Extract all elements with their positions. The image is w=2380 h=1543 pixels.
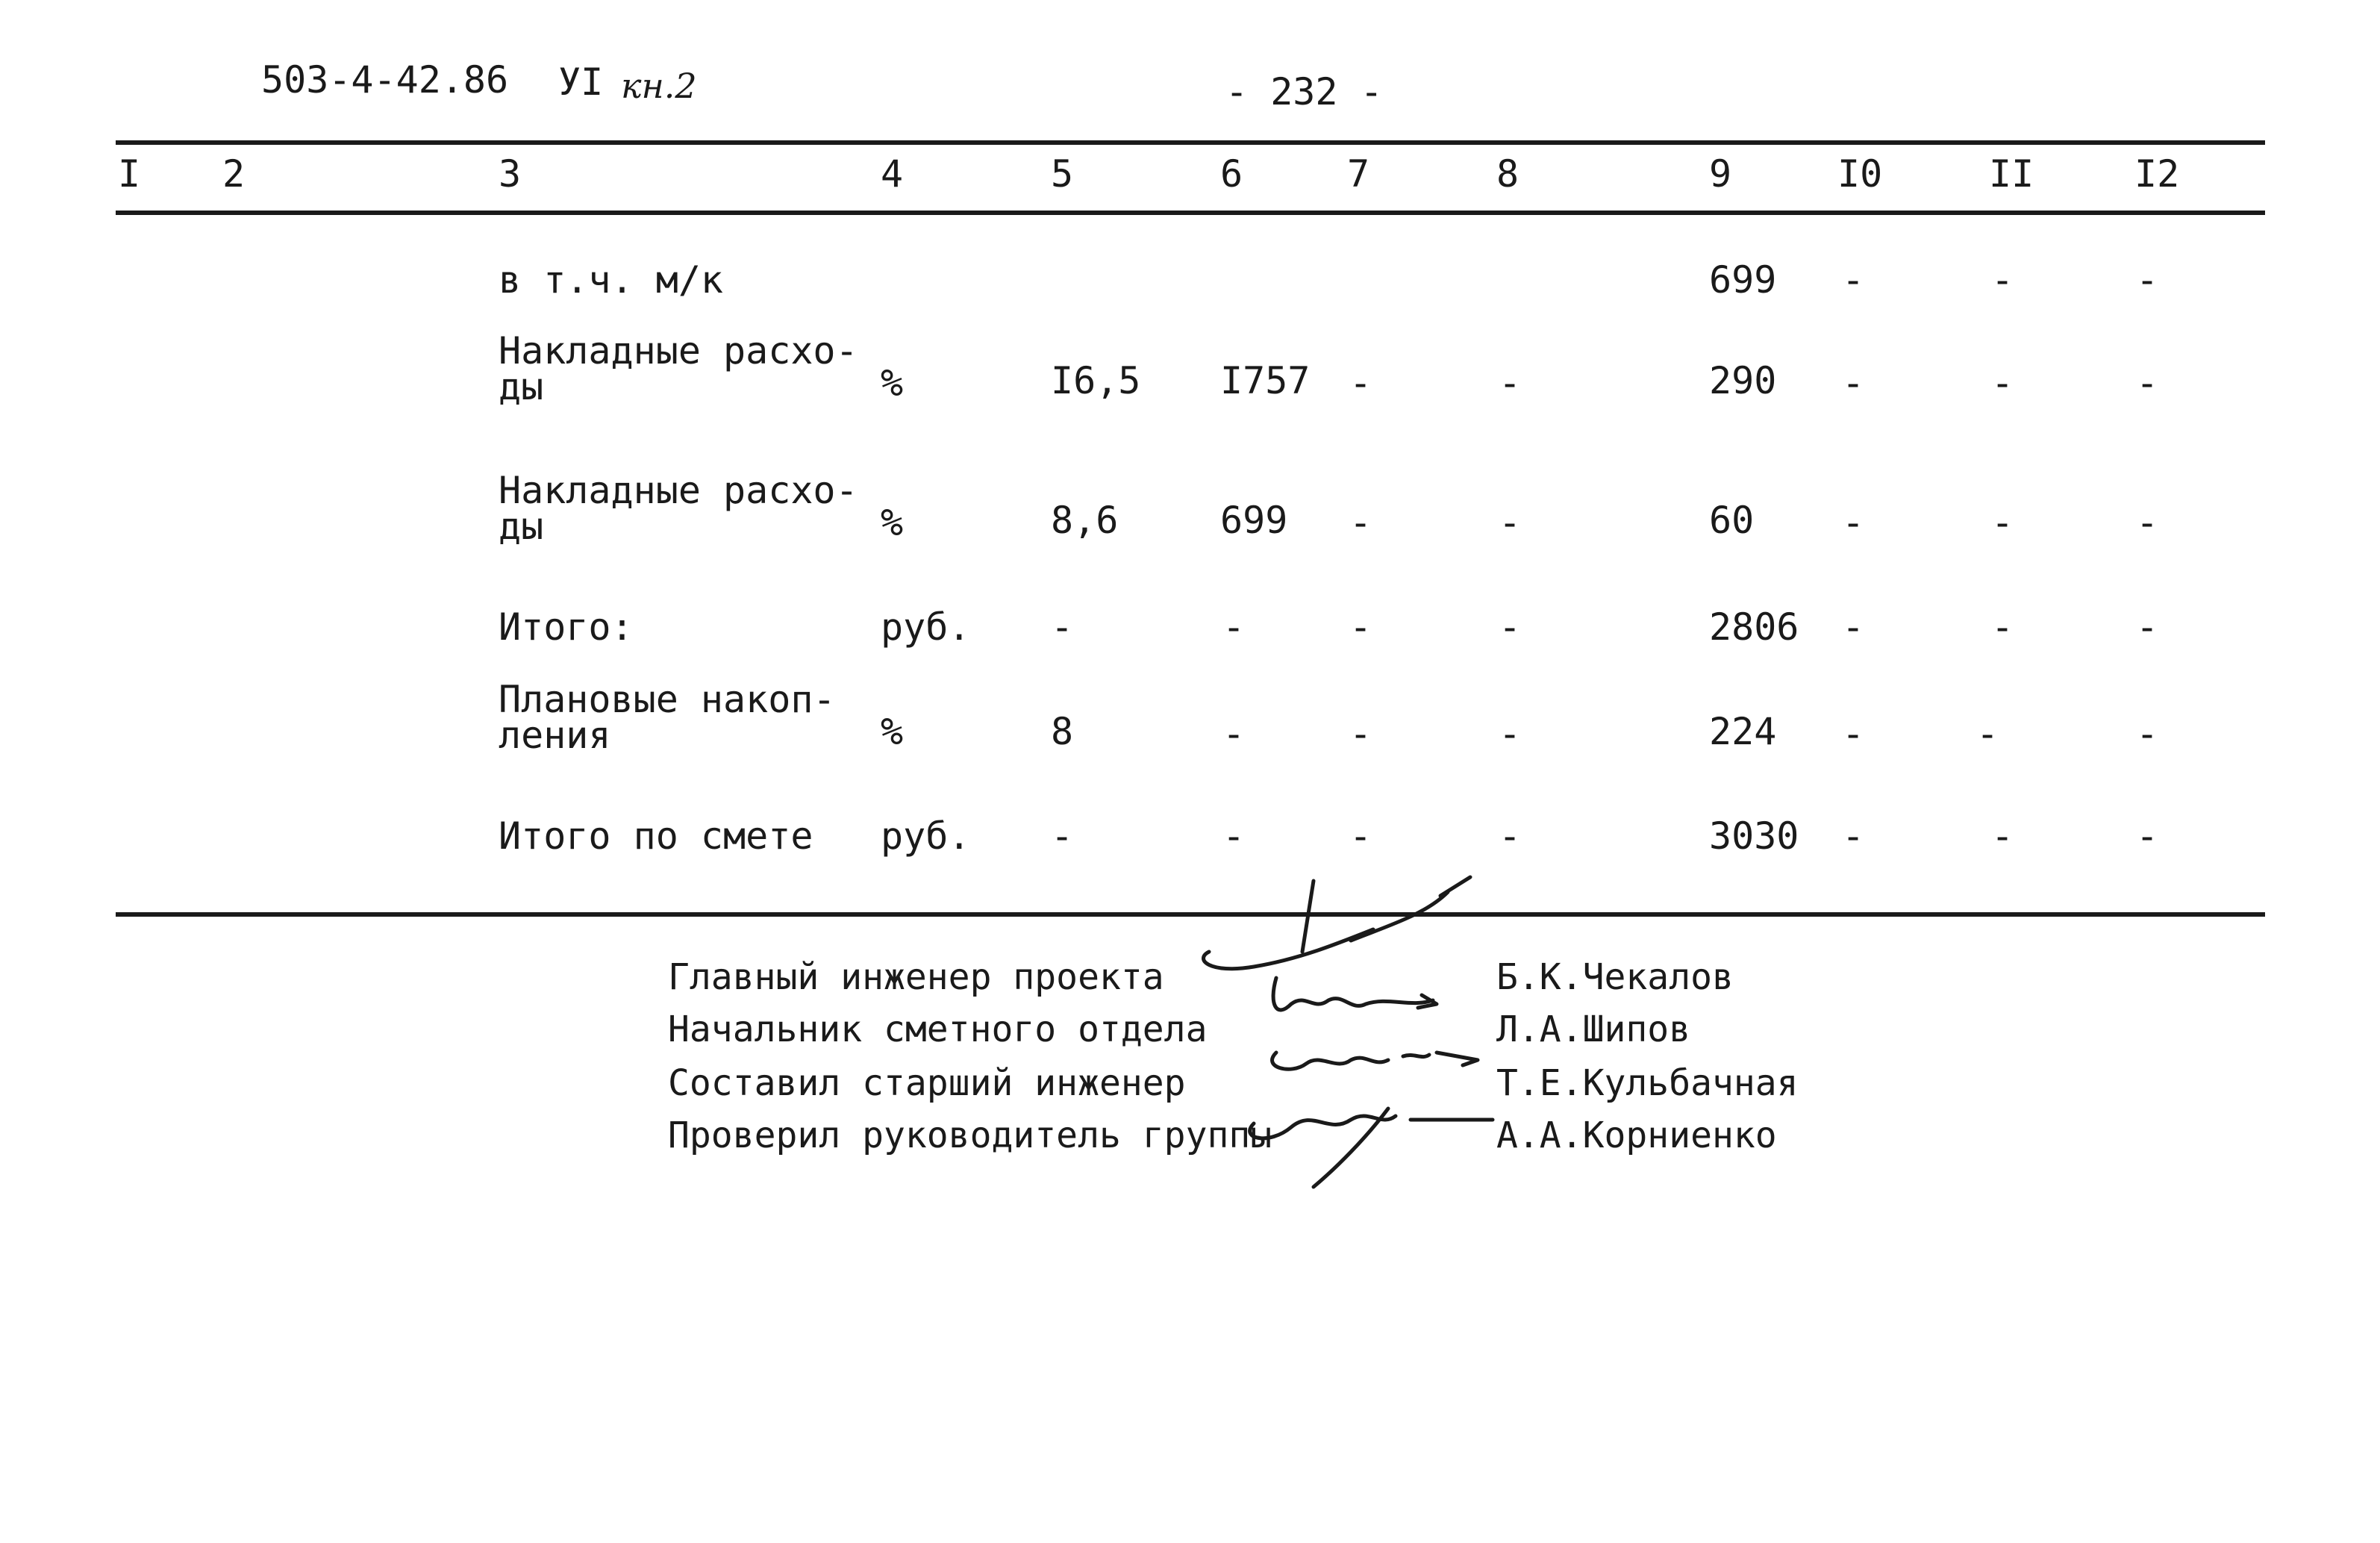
signature-person: Л.А.Шипов (1496, 1009, 1691, 1050)
row-col8: - (1499, 605, 1522, 649)
table-top-rule (116, 140, 2265, 145)
row-col11: - (1991, 361, 2014, 405)
col-header-10: I0 (1837, 152, 1883, 196)
row-col12: - (2136, 814, 2159, 858)
row-unit: % (881, 501, 904, 544)
page-number: - 232 - (1225, 70, 1383, 113)
signature-role: Начальник сметного отдела (668, 1009, 1208, 1050)
row-unit: % (881, 361, 904, 405)
col-header-8: 8 (1496, 152, 1519, 196)
col-header-11: II (1989, 152, 2034, 196)
row-col11: - (1991, 501, 2014, 544)
row-name-cont: ды (499, 505, 544, 548)
row-col10: - (1842, 605, 1865, 649)
row-col7: - (1349, 712, 1372, 755)
row-col9: 60 (1709, 499, 1755, 542)
row-col5: 8 (1051, 710, 1074, 753)
row-col8: - (1499, 712, 1522, 755)
col-header-2: 2 (222, 152, 246, 196)
row-col6: - (1222, 814, 1246, 858)
row-col5: - (1051, 814, 1074, 858)
row-col9: 224 (1709, 710, 1777, 753)
row-col11: - (1976, 712, 1999, 755)
col-header-6: 6 (1220, 152, 1243, 196)
row-col9: 290 (1709, 359, 1777, 402)
row-name-cont: ления (499, 714, 611, 757)
row-col9: 2806 (1709, 605, 1799, 649)
row-col12: - (2136, 258, 2159, 302)
row-col10: - (1842, 501, 1865, 544)
col-header-9: 9 (1709, 152, 1732, 196)
row-col6: I757 (1220, 359, 1311, 402)
row-col11: - (1991, 814, 2014, 858)
book-note: кн.2 (621, 66, 697, 106)
row-col12: - (2136, 361, 2159, 405)
row-col9: 699 (1709, 258, 1777, 302)
row-col8: - (1499, 501, 1522, 544)
row-col6: - (1222, 712, 1246, 755)
row-col8: - (1499, 361, 1522, 405)
row-col10: - (1842, 712, 1865, 755)
row-col7: - (1349, 814, 1372, 858)
volume-label: УI (558, 60, 604, 104)
row-col10: - (1842, 814, 1865, 858)
row-col12: - (2136, 501, 2159, 544)
row-name-cont: ды (499, 365, 544, 408)
row-col8: - (1499, 814, 1522, 858)
row-col12: - (2136, 712, 2159, 755)
row-col5: 8,6 (1051, 499, 1119, 542)
row-name: Накладные расхо- (499, 329, 858, 372)
col-header-12: I2 (2134, 152, 2180, 196)
row-unit: руб. (881, 814, 971, 858)
row-name: в т.ч. м/к (499, 258, 724, 302)
row-col6: - (1222, 605, 1246, 649)
col-header-1: I (118, 152, 141, 196)
signature-role: Главный инженер проекта (668, 956, 1164, 998)
col-header-4: 4 (881, 152, 904, 196)
row-col7: - (1349, 361, 1372, 405)
handwritten-signatures (1164, 870, 1552, 1198)
col-header-3: 3 (499, 152, 522, 196)
row-name: Итого по смете (499, 814, 813, 858)
col-header-5: 5 (1051, 152, 1074, 196)
row-col11: - (1991, 258, 2014, 302)
row-col5: I6,5 (1051, 359, 1141, 402)
row-col10: - (1842, 361, 1865, 405)
row-name: Накладные расхо- (499, 469, 858, 512)
row-name: Плановые накоп- (499, 678, 836, 721)
row-col12: - (2136, 605, 2159, 649)
row-col7: - (1349, 605, 1372, 649)
doc-code: 503-4-42.86 (261, 58, 509, 102)
signature-role: Проверил руководитель группы (668, 1115, 1272, 1156)
row-unit: руб. (881, 605, 971, 649)
row-col9: 3030 (1709, 814, 1799, 858)
row-col7: - (1349, 501, 1372, 544)
row-col10: - (1842, 258, 1865, 302)
row-col6: 699 (1220, 499, 1288, 542)
row-col5: - (1051, 605, 1074, 649)
signature-role: Составил старший инженер (668, 1062, 1186, 1104)
row-name: Итого: (499, 605, 634, 649)
signature-person: А.А.Корниенко (1496, 1115, 1777, 1156)
col-header-7: 7 (1347, 152, 1370, 196)
signature-person: Т.Е.Кульбачная (1496, 1062, 1799, 1104)
row-col11: - (1991, 605, 2014, 649)
row-unit: % (881, 710, 904, 753)
table-header-rule (116, 211, 2265, 215)
signature-person: Б.К.Чекалов (1496, 956, 1734, 998)
